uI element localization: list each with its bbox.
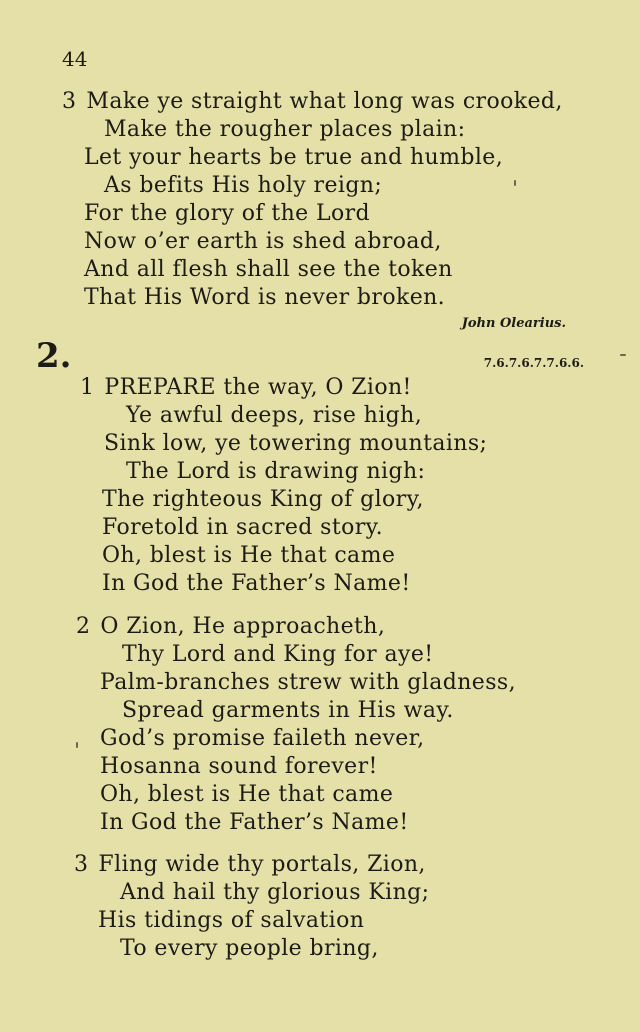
verse-line: Palm-branches strew with gladness, (100, 670, 516, 695)
page-number: 44 (62, 47, 88, 71)
verse-line: His tidings of salvation (98, 908, 365, 933)
verse-number: 2 (76, 614, 91, 639)
verse-line: The Lord is drawing nigh: (126, 459, 426, 484)
verse-line: Now o’er earth is shed abroad, (84, 229, 442, 254)
verse-line (74, 852, 426, 877)
verse-line: Oh, blest is He that came (100, 782, 394, 807)
verse-number: 3 (74, 852, 89, 877)
verse-line: Sink low, ye towering mountains; (104, 431, 488, 456)
verse-line: For the glory of the Lord (84, 201, 370, 226)
verse-line: Spread garments in His way. (122, 698, 454, 723)
verse-line-text: PREPARE the way, O Zion! (104, 375, 412, 400)
paper-speck (514, 180, 516, 186)
verse-line: And hail thy glorious King; (120, 880, 430, 905)
hymn-number: 2. (36, 336, 72, 376)
verse-line (80, 375, 412, 400)
verse-line-text: O Zion, He approacheth, (100, 614, 386, 639)
verse-line: Hosanna sound forever! (100, 754, 378, 779)
verse-number: 1 (80, 375, 95, 400)
verse-line: As befits His holy reign; (104, 173, 383, 198)
verse-line: Make the rougher places plain: (104, 117, 466, 142)
verse-line: Oh, blest is He that came (102, 543, 396, 568)
verse-line-text: Fling wide thy portals, Zion, (98, 852, 426, 877)
verse-line: Thy Lord and King for aye! (122, 642, 434, 667)
verse-line: To every people bring, (120, 936, 379, 961)
verse-line-text: Make ye straight what long was crooked, (86, 89, 563, 114)
paper-speck (620, 354, 626, 356)
author-attribution: John Olearius. (461, 316, 566, 331)
verse-line: In God the Father’s Name! (102, 571, 411, 596)
verse-line: The righteous King of glory, (102, 487, 424, 512)
verse-number: 3 (62, 89, 77, 114)
verse-line: Ye awful deeps, rise high, (126, 403, 423, 428)
verse-line: God’s promise faileth never, (100, 726, 425, 751)
verse-line: Let your hearts be true and humble, (84, 145, 504, 170)
hymn-meter: 7.6.7.6.7.7.6.6. (483, 356, 584, 370)
verse-line: That His Word is never broken. (84, 285, 446, 310)
paper-speck (76, 742, 78, 748)
verse-line (62, 89, 563, 114)
verse-line: In God the Father’s Name! (100, 810, 409, 835)
verse-line: And all flesh shall see the token (84, 257, 453, 282)
verse-line (76, 614, 385, 639)
verse-line: Foretold in sacred story. (102, 515, 383, 540)
